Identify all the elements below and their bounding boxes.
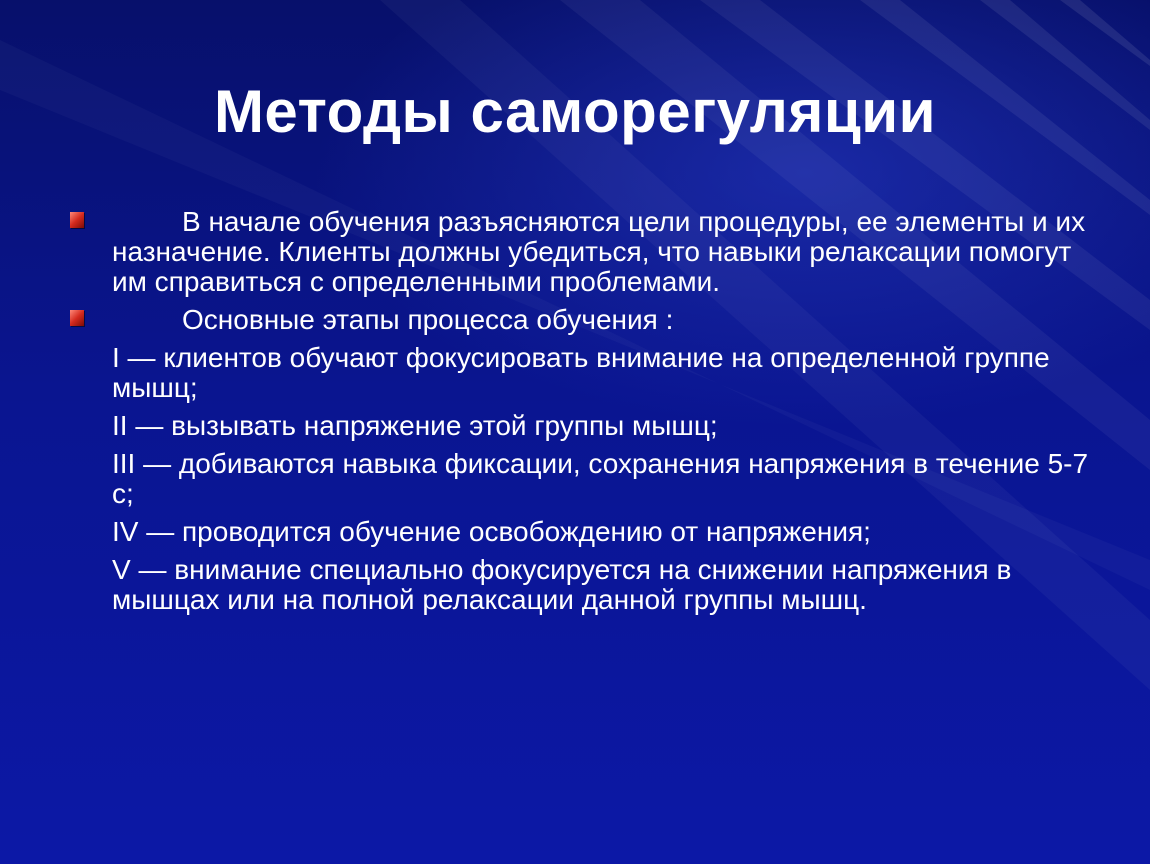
stage-item: IV — проводится обучение освобождению от напряжения; — [112, 516, 871, 547]
bullet-square-icon — [70, 310, 84, 326]
slide-title: Методы саморегуляции — [213, 78, 937, 145]
bullet-item — [112, 207, 1112, 297]
stage-item: III — добиваются навыка фиксации, сохранения напряжения в течение 5-7 с; — [112, 448, 1089, 509]
bullet-item — [112, 305, 1112, 335]
bullet-text: В начале обучения разъясняются цели процедуры, ее элементы и их назначение. Клиенты должны убедиться, что навыки релаксации помогут им справиться с определенными проблемами. — [112, 206, 1086, 297]
slide-content — [112, 207, 1112, 623]
bullet-square-icon — [70, 212, 84, 228]
bullet-text: Основные этапы процесса обучения : — [182, 304, 674, 335]
stage-item: I — клиентов обучают фокусировать внимание на определенной группе мышц; — [112, 342, 1050, 403]
stage-item: II — вызывать напряжение этой группы мышц; — [112, 410, 718, 441]
stage-item: V — внимание специально фокусируется на снижении напряжения в мышцах или на полной релаксации данной группы мышц. — [112, 554, 1012, 615]
